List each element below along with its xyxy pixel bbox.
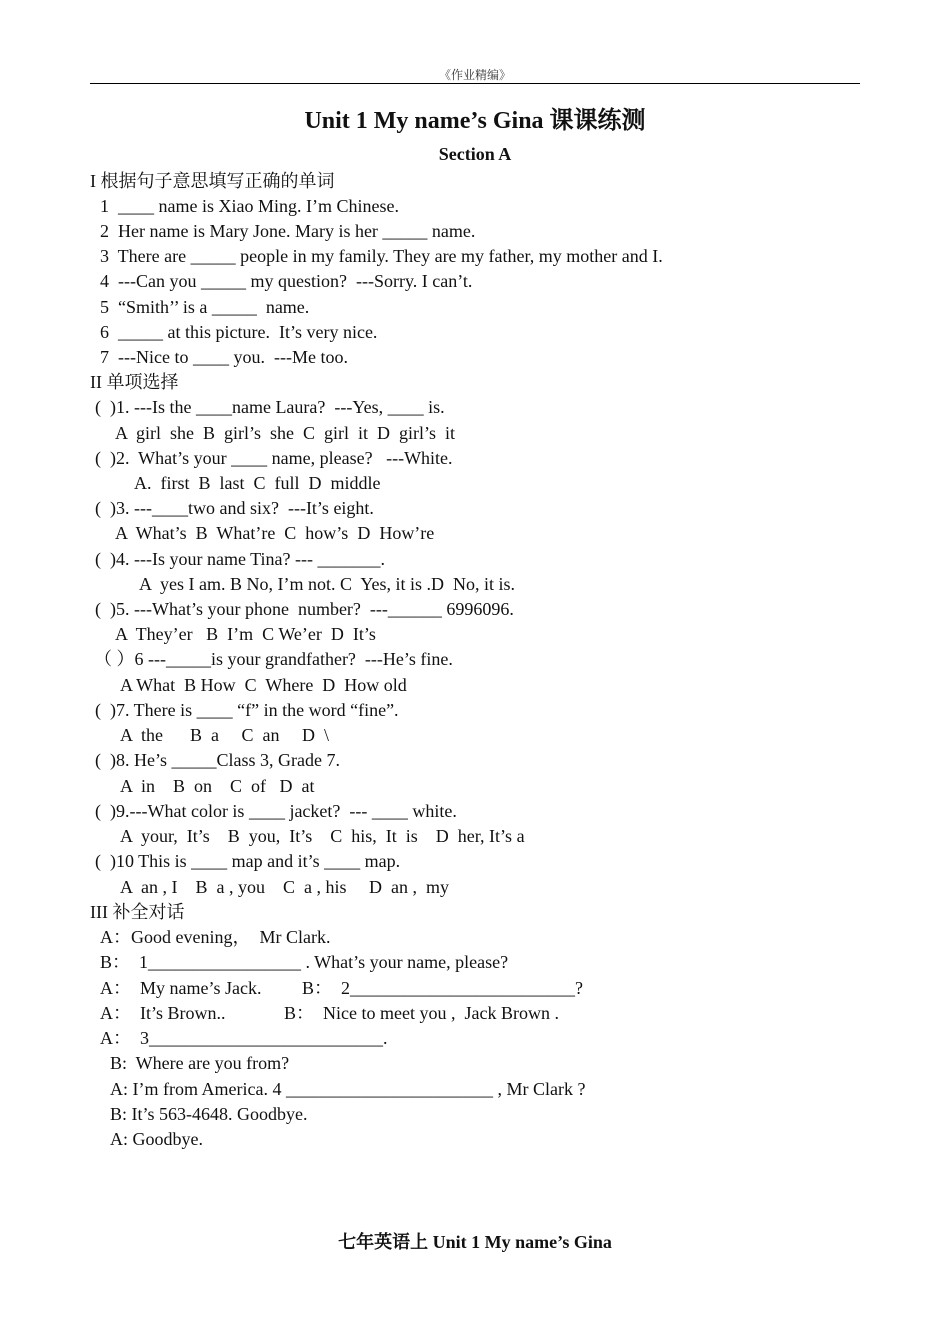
part1-item: 3 There are _____ people in my family. They are my father, my mother and I.	[100, 246, 663, 266]
section-heading: Section A	[438, 144, 512, 164]
question-2-options: A. first B last C full D middle	[134, 473, 381, 493]
dialogue-line: B： 1_________________ . What’s your name, please?	[100, 952, 509, 972]
document-title: Unit 1 My name’s Gina 课课练测	[304, 108, 646, 134]
part1-heading: I 根据句子意思填写正确的单词	[90, 171, 335, 191]
part3-heading: III 补全对话	[90, 902, 185, 922]
question-1: ( )1. ---Is the ____name Laura? ---Yes, ____ is.	[95, 397, 445, 417]
question-6-options: A What B How C Where D How old	[120, 675, 407, 695]
question-5: ( )5. ---What’s your phone number? ---______ 6996096.	[95, 599, 514, 619]
question-4-options: A yes I am. B No, I’m not. C Yes, it is .D No, it is.	[139, 574, 516, 594]
page-footer-title: 七年英语上 Unit 1 My name’s Gina	[338, 1232, 612, 1252]
page-header: 《作业精编》	[438, 68, 511, 82]
part1-item: 1 ____ name is Xiao Ming. I’m Chinese.	[100, 196, 399, 216]
dialogue-line: A：Good evening， Mr Clark.	[100, 927, 331, 947]
part1-item: 6 _____ at this picture. It’s very nice.	[100, 322, 378, 342]
dialogue-line: A： My name’s Jack. B： 2_________________________?	[100, 978, 583, 998]
question-10: ( )10 This is ____ map and it’s ____ map.	[95, 851, 401, 871]
question-3: ( )3. ---____two and six? ---It’s eight.	[95, 498, 374, 518]
question-2: ( )2. What’s your ____ name, please? ---White.	[95, 448, 453, 468]
question-7-options: A the B a C an D \	[120, 725, 329, 745]
part2-heading: II 单项选择	[90, 372, 179, 392]
dialogue-line: B: Where are you from?	[110, 1053, 290, 1073]
part1-item: 4 ---Can you _____ my question? ---Sorry. I can’t.	[100, 271, 473, 291]
question-3-options: A What’s B What’re C how’s D How’re	[115, 523, 435, 543]
question-10-options: A an , I B a , you C a , his D an , my	[120, 877, 449, 897]
dialogue-line: A： It’s Brown.. B： Nice to meet you , Jack Brown .	[100, 1003, 559, 1023]
question-4: ( )4. ---Is your name Tina? --- _______.	[95, 549, 385, 569]
header-rule	[90, 83, 860, 84]
question-8-options: A in B on C of D at	[120, 776, 315, 796]
question-6: （ ）6 ---_____is your grandfather? ---He’s fine.	[94, 649, 453, 669]
question-9-options: A your, It’s B you, It’s C his, It is D her, It’s a	[120, 826, 525, 846]
dialogue-line: A： 3__________________________.	[100, 1028, 388, 1048]
dialogue-line: A: Goodbye.	[110, 1129, 203, 1149]
dialogue-line: B: It’s 563-4648. Goodbye.	[110, 1104, 308, 1124]
question-7: ( )7. There is ____ “f” in the word “fine”.	[95, 700, 399, 720]
question-1-options: A girl she B girl’s she C girl it D girl’s it	[115, 423, 456, 443]
part1-item: 5 “Smith’’ is a _____ name.	[100, 297, 310, 317]
question-5-options: A They’er B I’m C We’er D It’s	[115, 624, 376, 644]
question-8: ( )8. He’s _____Class 3, Grade 7.	[95, 750, 340, 770]
question-9: ( )9.---What color is ____ jacket? --- ____ white.	[95, 801, 457, 821]
part1-item: 7 ---Nice to ____ you. ---Me too.	[100, 347, 348, 367]
part1-item: 2 Her name is Mary Jone. Mary is her _____ name.	[100, 221, 476, 241]
dialogue-line: A: I’m from America. 4 _______________________ , Mr Clark ?	[110, 1079, 586, 1099]
